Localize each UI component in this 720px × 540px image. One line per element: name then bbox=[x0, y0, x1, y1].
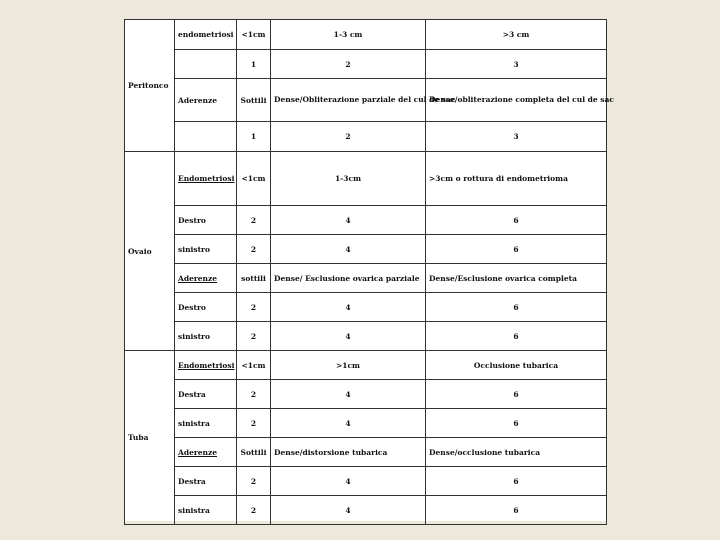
cell: 6 bbox=[426, 235, 607, 264]
cell: 1-3 cm bbox=[271, 20, 426, 50]
endometriosis-scoring-table bbox=[124, 19, 614, 525]
cell: 6 bbox=[426, 409, 607, 438]
row-label: Endometriosi bbox=[175, 351, 237, 380]
cell: 4 bbox=[271, 496, 426, 525]
row-label: sinistro bbox=[175, 235, 237, 264]
table-row bbox=[125, 351, 607, 380]
cell: >3cm o rottura di endometrioma bbox=[426, 152, 607, 206]
cell: 6 bbox=[426, 206, 607, 235]
row-label: sinistro bbox=[175, 322, 237, 351]
cell: 2 bbox=[271, 50, 426, 79]
table-row bbox=[125, 380, 607, 409]
table-row bbox=[125, 20, 607, 50]
cell: 4 bbox=[271, 235, 426, 264]
cell: Dense/occlusione tubarica bbox=[426, 438, 607, 467]
table-row bbox=[125, 467, 607, 496]
cell: 4 bbox=[271, 322, 426, 351]
row-label: Destra bbox=[175, 467, 237, 496]
table-row bbox=[125, 79, 607, 122]
cell: Occlusione tubarica bbox=[426, 351, 607, 380]
cell: <1cm bbox=[237, 351, 271, 380]
cell: 2 bbox=[237, 409, 271, 438]
row-label: sinistra bbox=[175, 496, 237, 525]
cell: >1cm bbox=[271, 351, 426, 380]
cell: <1cm bbox=[237, 152, 271, 206]
cell: 2 bbox=[237, 293, 271, 322]
cell: Sottili bbox=[237, 79, 271, 122]
table-row bbox=[125, 235, 607, 264]
cell: Sottili bbox=[237, 438, 271, 467]
cell: 2 bbox=[237, 206, 271, 235]
row-label: Aderenze bbox=[175, 438, 237, 467]
cell: 2 bbox=[237, 496, 271, 525]
table-row bbox=[125, 152, 607, 206]
cell: Dense/ Esclusione ovarica parziale bbox=[271, 264, 426, 293]
cell: 1 bbox=[237, 122, 271, 152]
cell: 1-3cm bbox=[271, 152, 426, 206]
cell: 6 bbox=[426, 293, 607, 322]
section-label-ovaio: Ovaio bbox=[125, 152, 175, 351]
cell: 2 bbox=[237, 467, 271, 496]
row-label: endometriosi bbox=[175, 20, 237, 50]
cell: 2 bbox=[237, 235, 271, 264]
row-label: Destro bbox=[175, 293, 237, 322]
table-row bbox=[125, 438, 607, 467]
row-label: sinistra bbox=[175, 409, 237, 438]
cell: 4 bbox=[271, 409, 426, 438]
cell: 4 bbox=[271, 467, 426, 496]
row-label: Destra bbox=[175, 380, 237, 409]
cell: 6 bbox=[426, 380, 607, 409]
document-page bbox=[124, 19, 614, 521]
cell: 3 bbox=[426, 50, 607, 79]
cell: Dense/Obliterazione parziale del cul de sac bbox=[271, 79, 426, 122]
section-label-peritoneo: Peritonco bbox=[125, 20, 175, 152]
table-row bbox=[125, 122, 607, 152]
cell: Dense/obliterazione completa del cul de sac bbox=[426, 79, 607, 122]
row-label bbox=[175, 50, 237, 79]
cell: 2 bbox=[237, 380, 271, 409]
cell: 6 bbox=[426, 322, 607, 351]
table-row bbox=[125, 496, 607, 525]
cell: Dense/Esclusione ovarica completa bbox=[426, 264, 607, 293]
cell: 4 bbox=[271, 206, 426, 235]
cell: 6 bbox=[426, 467, 607, 496]
section-label-tuba: Tuba bbox=[125, 351, 175, 525]
table-row bbox=[125, 409, 607, 438]
cell: 4 bbox=[271, 293, 426, 322]
cell: 4 bbox=[271, 380, 426, 409]
cell: Dense/distorsione tubarica bbox=[271, 438, 426, 467]
row-label: Aderenze bbox=[175, 264, 237, 293]
cell: 6 bbox=[426, 496, 607, 525]
cell: 3 bbox=[426, 122, 607, 152]
cell: 2 bbox=[237, 322, 271, 351]
cell: <1cm bbox=[237, 20, 271, 50]
table-row bbox=[125, 322, 607, 351]
table-row bbox=[125, 50, 607, 79]
table-row bbox=[125, 293, 607, 322]
row-label bbox=[175, 122, 237, 152]
row-label: Aderenze bbox=[175, 79, 237, 122]
cell: 2 bbox=[271, 122, 426, 152]
row-label: Endometriosi bbox=[175, 152, 237, 206]
table-row bbox=[125, 264, 607, 293]
cell: >3 cm bbox=[426, 20, 607, 50]
cell: sottili bbox=[237, 264, 271, 293]
table-row bbox=[125, 206, 607, 235]
cell: 1 bbox=[237, 50, 271, 79]
row-label: Destro bbox=[175, 206, 237, 235]
